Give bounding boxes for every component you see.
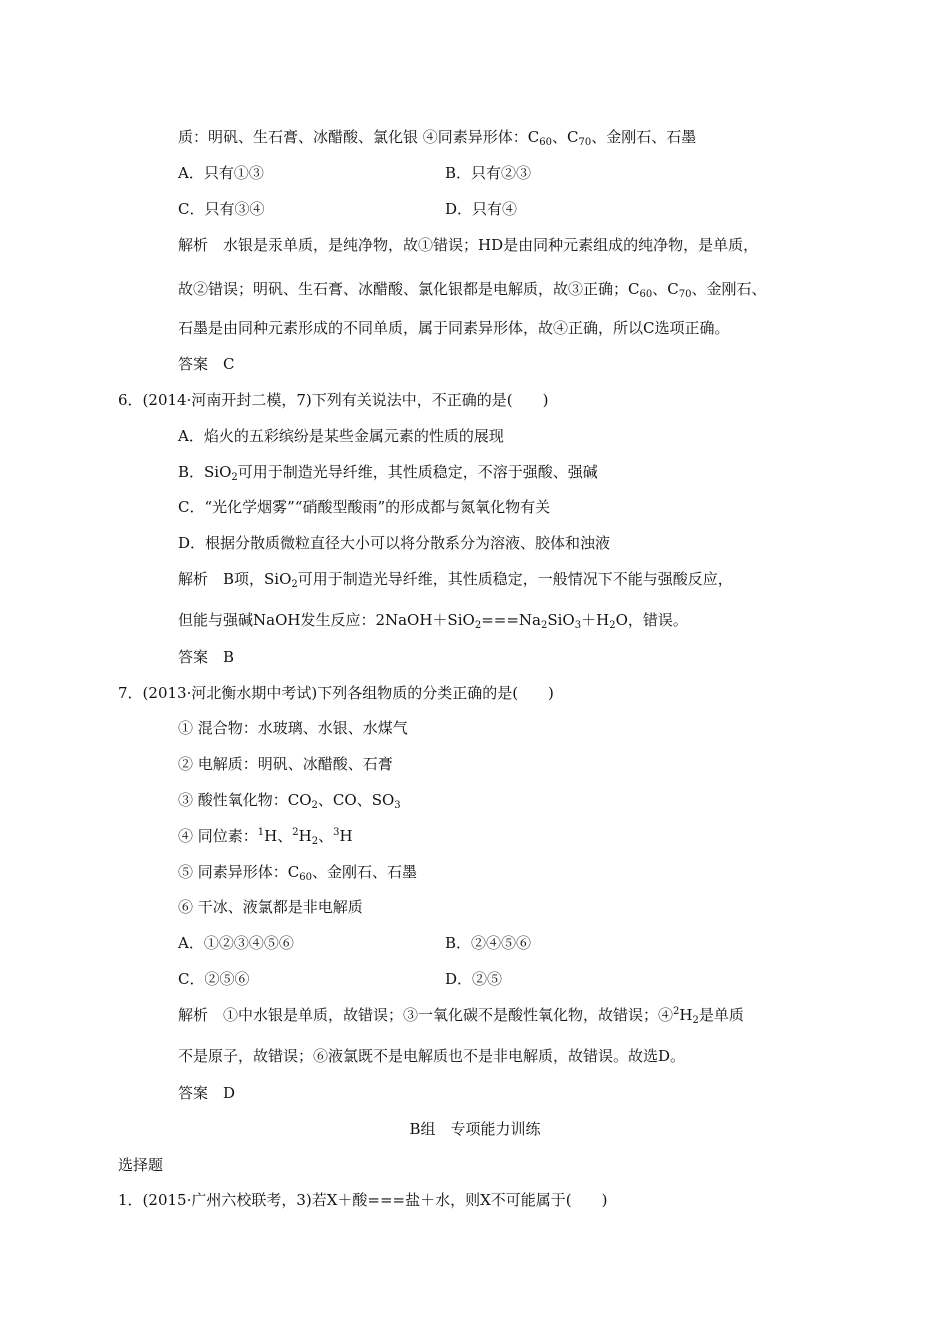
question7-option-c: C．②⑤⑥ <box>178 970 250 988</box>
question5-stem-continuation: 质：明矾、生石膏、冰醋酸、氯化银 ④同素异形体：$C_{60}$、$C_{70}$、金刚石、石墨 <box>178 128 697 148</box>
question5-option-b: B．只有②③ <box>445 164 532 182</box>
question7-item-3: ③ 酸性氧化物：$CO_2$、CO、$SO_3$ <box>178 791 401 811</box>
question7-item-1: ① 混合物：水玻璃、水银、水煤气 <box>178 719 408 737</box>
question7-item-6: ⑥ 干冰、液氯都是非电解质 <box>178 898 363 916</box>
question7-option-b: B．②④⑤⑥ <box>445 934 532 952</box>
section-b-question1-stem: 1．(2015·广州六校联考，3)若X＋酸===盐＋水，则X不可能属于( ) <box>118 1191 608 1209</box>
section-title: B组 专项能力训练 <box>409 1120 541 1138</box>
question6-option-b: B．SiO$_2$可用于制造光导纤维，其性质稳定，不溶于强酸、强碱 <box>178 463 598 483</box>
question7-item-5: ⑤ 同素异形体：$C_{60}$、金刚石、石墨 <box>178 863 417 883</box>
question5-explanation-line1: 解析 水银是汞单质，是纯净物，故①错误；HD是由同种元素组成的纯净物，是单质， <box>178 236 759 254</box>
question5-option-a: A．只有①③ <box>178 164 264 182</box>
question7-explanation-line2: 不是原子，故错误；⑥液氯既不是电解质也不是非电解质，故错误。故选D。 <box>178 1047 686 1065</box>
question7-item-2: ② 电解质：明矾、冰醋酸、石膏 <box>178 755 393 773</box>
question7-option-a: A．①②③④⑤⑥ <box>178 934 294 952</box>
question5-explanation-line3: 石墨是由同种元素形成的不同单质，属于同素异形体，故④正确，所以C选项正确。 <box>178 319 730 337</box>
section-subtitle: 选择题 <box>118 1156 164 1174</box>
question5-explanation-line2: 故②错误；明矾、生石膏、冰醋酸、氯化银都是电解质，故③正确；$C_{60}$、$C_{70}$、金刚石、 <box>178 280 767 300</box>
question7-explanation-line1: 解析 ①中水银是单质，故错误；③一氧化碳不是酸性氧化物，故错误；$④^2H_2$是单质 <box>178 1006 744 1026</box>
question5-option-c: C．只有③④ <box>178 200 265 218</box>
question6-explanation-line1: 解析 B项，SiO$_2$可用于制造光导纤维，其性质稳定，一般情况下不能与强酸反应， <box>178 570 733 590</box>
question6-option-c: C．“光化学烟雾”“硝酸型酸雨”的形成都与氮氧化物有关 <box>178 498 551 516</box>
question7-stem: 7．(2013·河北衡水期中考试)下列各组物质的分类正确的是( ) <box>118 684 554 702</box>
question5-option-d: D．只有④ <box>445 200 518 218</box>
question7-option-d: D．②⑤ <box>445 970 503 988</box>
question6-answer: 答案 B <box>178 648 235 666</box>
question6-explanation-line2: 但能与强碱NaOH发生反应：$2NaOH+SiO_2===Na_2SiO_3+H_2O$，错误。 <box>178 611 688 631</box>
question5-answer: 答案 C <box>178 355 235 373</box>
question6-option-a: A．焰火的五彩缤纷是某些金属元素的性质的展现 <box>178 427 504 445</box>
question7-answer: 答案 D <box>178 1084 236 1102</box>
question7-item-4: ④ 同位素：$^1$H、$^2H_2$、$^3$H <box>178 827 353 847</box>
question6-stem: 6．(2014·河南开封二模，7)下列有关说法中，不正确的是( ) <box>118 391 549 409</box>
question6-option-d: D．根据分散质微粒直径大小可以将分散系分为溶液、胶体和浊液 <box>178 534 611 552</box>
